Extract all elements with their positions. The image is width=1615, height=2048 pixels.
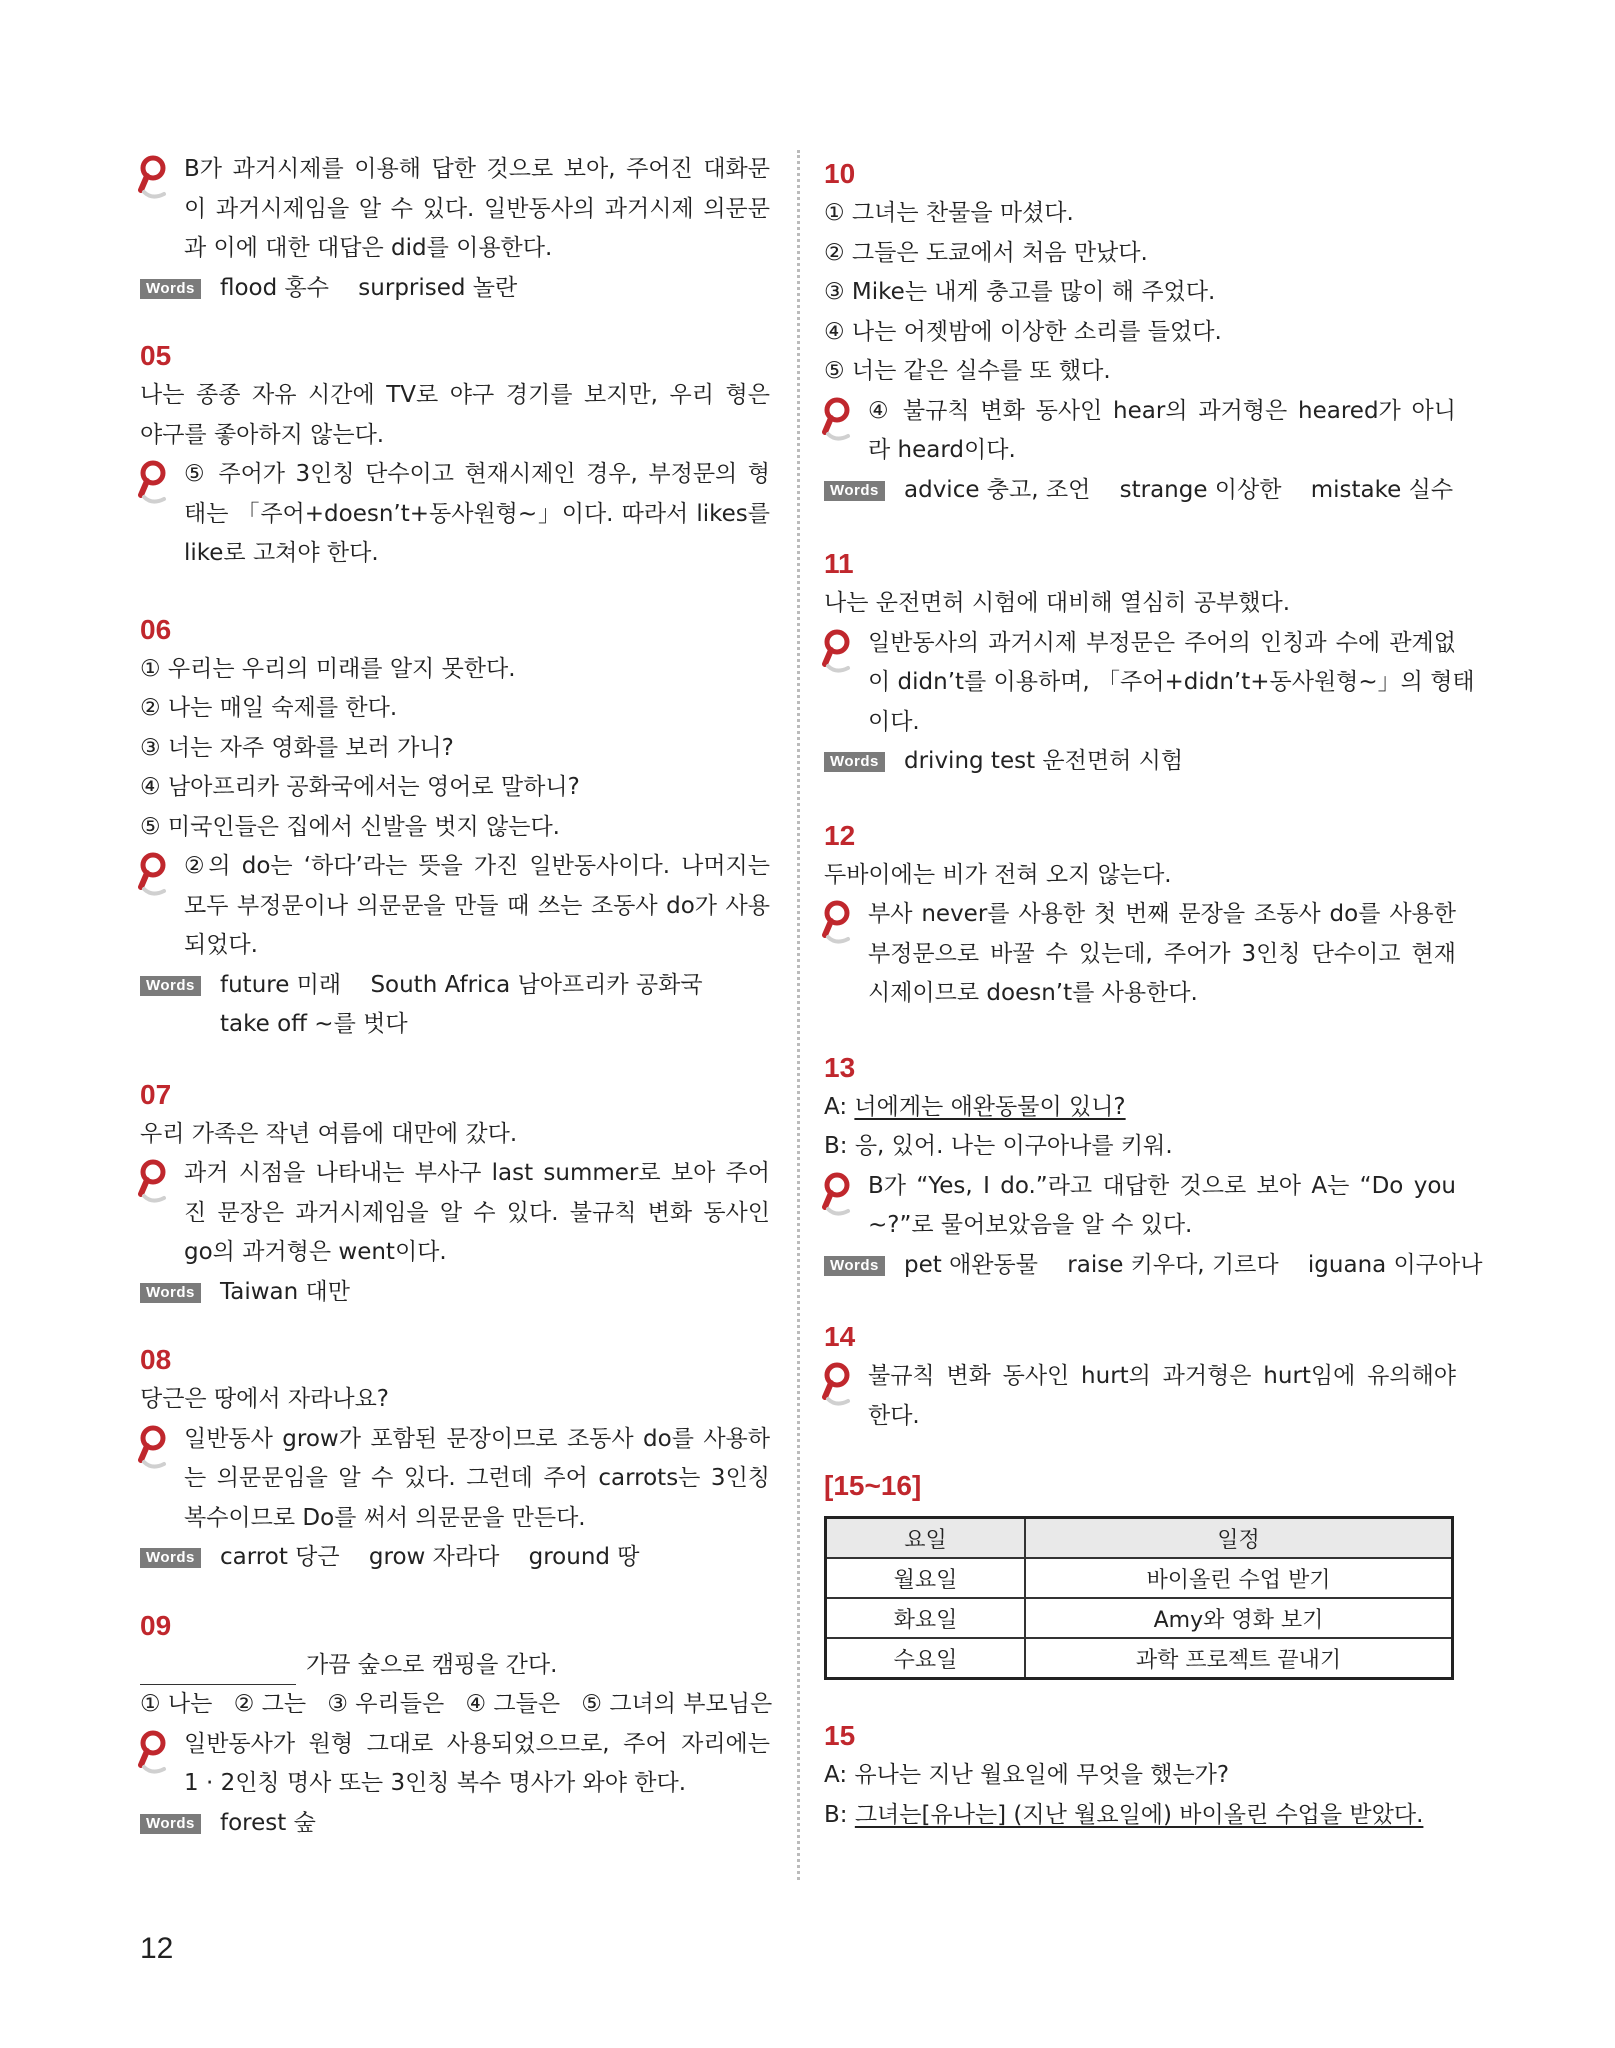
magnifier-icon	[138, 1729, 172, 1777]
magnifier-icon	[138, 1158, 172, 1206]
option-item: ⑤ 너는 같은 실수를 또 했다.	[824, 358, 1111, 384]
table-cell: 과학 프로젝트 끝내기	[1025, 1638, 1453, 1679]
hint-line: go의 과거형은 went이다.	[184, 1239, 447, 1265]
translation-line: 나는 운전면허 시험에 대비해 열심히 공부했다.	[824, 590, 1291, 616]
hint-line: B가 “Yes, I do.”라고 대답한 것으로 보아 A는 “Do you	[868, 1172, 1456, 1199]
words-13	[824, 1246, 1483, 1286]
page-number: 12	[140, 1932, 174, 1965]
words-badge: Words	[140, 976, 201, 996]
question-number: 12	[824, 819, 856, 851]
answer-text: 너에게는 애완동물이 있니?	[854, 1093, 1126, 1120]
option-item: ④ 남아프리카 공화국에서는 영어로 말하니?	[140, 774, 580, 800]
table-cell: 수요일	[826, 1638, 1026, 1679]
hint-line: 부정문으로 바꿀 수 있는데, 주어가 3인칭 단수이고 현재	[868, 940, 1456, 967]
words-08	[140, 1538, 770, 1578]
table-header: 요일	[826, 1518, 1026, 1559]
words-badge: Words	[140, 1814, 201, 1834]
table-header: 일정	[1025, 1518, 1453, 1559]
question-number: 07	[140, 1078, 172, 1110]
word-item: advice 충고, 조언	[904, 476, 1091, 503]
magnifier-icon	[822, 899, 856, 947]
table-row	[826, 1598, 1453, 1638]
option-item: ② 나는 매일 숙제를 한다.	[140, 695, 398, 721]
hint-04	[140, 150, 770, 269]
hint-line: 이 과거시제임을 알 수 있다. 일반동사의 과거시제 의문문	[184, 195, 770, 222]
question-number: 13	[824, 1051, 856, 1083]
option-item: ① 나는	[140, 1691, 213, 1717]
hint-line: 부사 never를 사용한 첫 번째 문장을 조동사 do를 사용한	[868, 901, 1456, 927]
hint-line: 한다.	[868, 1402, 920, 1429]
hint-line: 불규칙 변화 동사인 hurt의 과거형은 hurt임에 유의해야	[868, 1363, 1456, 1389]
word-item: pet 애완동물	[904, 1251, 1038, 1278]
words-badge: Words	[824, 752, 885, 772]
hint-14	[824, 1357, 1456, 1436]
magnifier-icon	[138, 154, 172, 202]
word-item: raise 키우다, 기르다	[1067, 1251, 1279, 1278]
question-number: 14	[824, 1321, 856, 1352]
word-item: grow 자라다	[368, 1544, 500, 1570]
hint-line: 진 문장은 과거시제임을 알 수 있다. 불규칙 변화 동사인	[184, 1199, 770, 1226]
schedule-table	[824, 1516, 1454, 1680]
hint-08	[140, 1420, 770, 1539]
hint-line: 1 · 2인칭 명사 또는 3인칭 복수 명사가 와야 한다.	[184, 1770, 687, 1796]
word-item: surprised 놀란	[358, 274, 518, 301]
words-11	[824, 742, 1456, 782]
words-09	[140, 1804, 770, 1844]
hint-line: 라 heard이다.	[868, 437, 1016, 463]
hint-line: 일반동사가 원형 그대로 사용되었으므로, 주어 자리에는	[184, 1730, 770, 1757]
translation-line: 두바이에는 비가 전혀 오지 않는다.	[824, 861, 1172, 888]
hint-line: 일반동사의 과거시제 부정문은 주어의 인칭과 수에 관계없	[868, 629, 1456, 656]
word-item: South Africa 남아프리카 공화국	[370, 971, 703, 998]
question-number: 15	[824, 1720, 856, 1751]
words-04	[140, 269, 770, 309]
magnifier-icon	[822, 396, 856, 444]
word-item: mistake 실수	[1310, 476, 1454, 503]
table-header-row	[826, 1518, 1453, 1559]
words-badge: Words	[140, 279, 201, 299]
question-number: 11	[824, 548, 854, 579]
word-item: Taiwan 대만	[220, 1278, 350, 1305]
magnifier-icon	[822, 1171, 856, 1219]
question-number: 09	[140, 1609, 172, 1641]
translation-line: 야구를 좋아하지 않는다.	[140, 421, 385, 448]
hint-line: 시제이므로 doesn’t를 사용한다.	[868, 980, 1198, 1006]
word-item: forest 숲	[220, 1809, 316, 1836]
hint-line: ②의 do는 ‘하다’라는 뜻을 가진 일반동사이다. 나머지는	[184, 853, 770, 879]
question-number: 05	[140, 340, 172, 371]
magnifier-icon	[138, 459, 172, 507]
word-item: strange 이상한	[1119, 476, 1282, 503]
hint-line: ⑤ 주어가 3인칭 단수이고 현재시제인 경우, 부정문의 형	[184, 461, 770, 487]
left-column	[140, 150, 773, 1843]
hint-line: 되었다.	[184, 932, 258, 958]
right-column	[824, 150, 1483, 1835]
words-10	[824, 471, 1456, 511]
dialogue-b	[824, 1796, 1456, 1836]
option-item: ③ 너는 자주 영화를 보러 가니?	[140, 734, 454, 761]
hint-line: like로 고쳐야 한다.	[184, 540, 379, 566]
table-cell: Amy와 영화 보기	[1025, 1598, 1453, 1638]
hint-line: 과거 시점을 나타내는 부사구 last summer로 보아 주어	[184, 1160, 770, 1186]
question-number: [15~16]	[824, 1470, 922, 1501]
hint-line: 일반동사 grow가 포함된 문장이므로 조동사 do를 사용하	[184, 1425, 770, 1452]
options-row	[140, 1685, 773, 1725]
magnifier-icon	[138, 851, 172, 899]
magnifier-icon	[138, 1424, 172, 1472]
option-item: ③ Mike는 내게 충고를 많이 해 주었다.	[824, 279, 1216, 305]
column-divider	[797, 150, 800, 1880]
word-item: flood 홍수	[220, 274, 329, 301]
option-item: ⑤ 미국인들은 집에서 신발을 벗지 않는다.	[140, 813, 560, 840]
hint-09	[140, 1725, 770, 1804]
word-item: ground 땅	[528, 1544, 640, 1570]
hint-13	[824, 1167, 1456, 1246]
table-row	[826, 1638, 1453, 1679]
hint-12	[824, 895, 1456, 1014]
translation-line: 당근은 땅에서 자라나요?	[140, 1386, 390, 1412]
option-item: ② 그들은 도쿄에서 처음 만났다.	[824, 239, 1148, 266]
hint-10	[824, 392, 1456, 471]
translation-line: 우리 가족은 작년 여름에 대만에 갔다.	[140, 1120, 518, 1147]
words-badge: Words	[140, 1548, 201, 1568]
table-row	[826, 1558, 1453, 1598]
words-badge: Words	[824, 481, 885, 501]
table-cell: 바이올린 수업 받기	[1025, 1558, 1453, 1598]
option-item: ④ 그들은	[465, 1691, 561, 1717]
question-number: 06	[140, 613, 172, 645]
answer-text: 그녀는[유나는] (지난 월요일에) 바이올린 수업을 받았다.	[854, 1801, 1424, 1828]
speaker-b: B:	[824, 1801, 855, 1828]
option-item: ② 그는	[233, 1691, 307, 1717]
words-badge: Words	[140, 1283, 201, 1303]
hint-line: B가 과거시제를 이용해 답한 것으로 보아, 주어진 대화문	[184, 156, 770, 182]
option-item: ① 우리는 우리의 미래를 알지 못한다.	[140, 655, 516, 682]
hint-line: 이다.	[868, 708, 920, 735]
option-item: ④ 나는 어젯밤에 이상한 소리를 들었다.	[824, 318, 1222, 345]
word-item: future 미래	[220, 971, 342, 998]
hint-line: ~?”로 물어보았음을 알 수 있다.	[868, 1212, 1193, 1238]
word-item: carrot 당근	[220, 1544, 340, 1570]
question-number: 10	[824, 158, 856, 189]
option-item: ③ 우리들은	[327, 1691, 445, 1717]
speaker-a: A:	[824, 1093, 855, 1120]
hint-11	[824, 624, 1475, 743]
words-06	[140, 966, 770, 1006]
magnifier-icon	[822, 628, 856, 676]
option-item: ⑤ 그녀의 부모님은	[581, 1691, 773, 1717]
hint-line: 태는 「주어+doesn’t+동사원형~」이다. 따라서 likes를	[184, 500, 770, 527]
answer-blank	[140, 1660, 296, 1685]
hint-line: 이 didn’t를 이용하며, 「주어+didn’t+동사원형~」의 형태	[868, 669, 1475, 695]
hint-line: 는 의문문임을 알 수 있다. 그런데 주어 carrots는 3인칭	[184, 1465, 770, 1491]
words-06-cont	[140, 1005, 770, 1045]
words-badge: Words	[824, 1256, 885, 1276]
hint-line: 복수이므로 Do를 써서 의문문을 만든다.	[184, 1504, 586, 1531]
table-cell: 화요일	[826, 1598, 1026, 1638]
question-number: 08	[140, 1344, 172, 1375]
word-item: iguana 이구아나	[1307, 1251, 1483, 1278]
hint-06	[140, 847, 770, 966]
word-item: driving test 운전면허 시험	[904, 748, 1184, 774]
sentence-text: 가끔 숲으로 캠핑을 간다.	[306, 1651, 558, 1678]
hint-07	[140, 1154, 770, 1273]
words-07	[140, 1273, 770, 1313]
blank-sentence	[140, 1646, 770, 1686]
hint-line: 모두 부정문이나 의문문을 만들 때 쓰는 조동사 do가 사용	[184, 892, 770, 919]
option-item: ① 그녀는 찬물을 마셨다.	[824, 200, 1074, 226]
hint-line: 과 이에 대한 대답은 did를 이용한다.	[184, 235, 553, 261]
table-cell: 월요일	[826, 1558, 1026, 1598]
dialogue-b: B: 응, 있어. 나는 이구아나를 키워.	[824, 1133, 1173, 1159]
magnifier-icon	[822, 1361, 856, 1409]
hint-line: ④ 불규칙 변화 동사인 hear의 과거형은 heared가 아니	[868, 397, 1456, 424]
dialogue-a	[824, 1088, 1456, 1128]
dialogue-a: A: 유나는 지난 월요일에 무엇을 했는가?	[824, 1762, 1230, 1788]
translation-line: 나는 종종 자유 시간에 TV로 야구 경기를 보지만, 우리 형은	[140, 382, 770, 408]
hint-05	[140, 455, 770, 574]
word-item: take off ~를 벗다	[220, 1011, 408, 1037]
